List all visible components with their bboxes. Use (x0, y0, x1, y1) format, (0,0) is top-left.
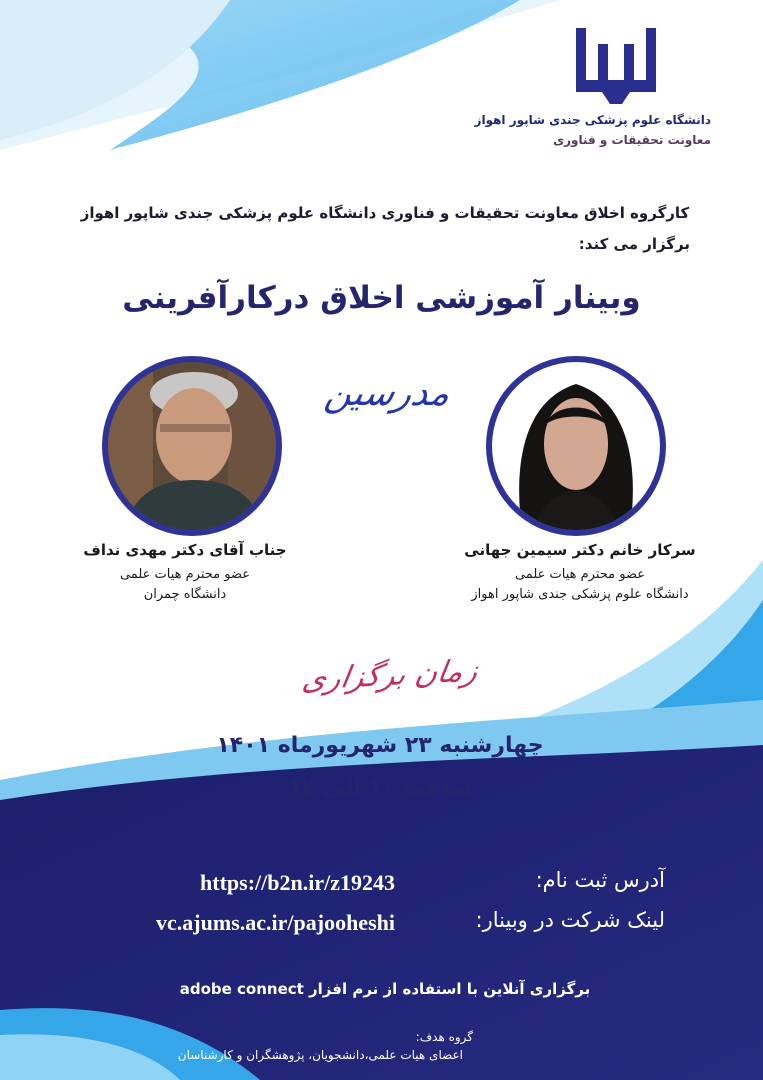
teachers-label: مدرسین (321, 373, 455, 414)
university-name (475, 110, 711, 150)
organizer-text (60, 198, 710, 260)
registration-link[interactable]: https://b2n.ir/z19243 (200, 870, 395, 895)
organizer-subline: برگزار می کند: (578, 235, 690, 253)
speaker-photo-left (102, 356, 282, 536)
speaker-affiliation: دانشگاه چمران (143, 587, 227, 602)
male-portrait-icon (108, 362, 276, 530)
speaker-card-left (40, 541, 330, 605)
speaker-role: عضو محترم هیات علمی (514, 567, 646, 582)
department-title: معاونت تحقیقات و فناوری (553, 133, 711, 147)
university-title: دانشگاه علوم پزشکی جندی شاپور اهواز (474, 113, 711, 127)
speaker-name: سرکار خانم دکتر سیمین جهانی (464, 541, 696, 559)
event-date: چهارشنبه ۲۳ شهریورماه ۱۴۰۱ (216, 733, 544, 758)
speaker-name: جناب آقای دکتر مهدی نداف (83, 541, 287, 559)
university-logo (570, 22, 662, 112)
registration-label: آدرس ثبت نام: (535, 868, 665, 892)
speaker-affiliation: دانشگاه علوم پزشکی جندی شاپور اهواز (471, 587, 689, 602)
webinar-link-label: لینک شرکت در وبینار: (475, 908, 665, 932)
target-group-label: گروه هدف: (415, 1030, 473, 1044)
organizer-line: کارگروه اخلاق معاونت تحقیقات و فناوری دانشگاه علوم پزشکی جندی شاپور اهواز (80, 204, 690, 222)
time-label: زمان برگزاری (299, 653, 481, 698)
speaker-role: عضو محترم هیات علمی (119, 567, 251, 582)
webinar-link[interactable]: vc.ajums.ac.ir/pajooheshi (156, 910, 395, 935)
target-group-list: اعضای هیات علمی،دانشجویان، پژوهشگران و کارشناسان (177, 1048, 463, 1062)
event-title: وبینار آموزشی اخلاق درکارآفرینی (122, 280, 641, 316)
speaker-card-right (430, 541, 730, 605)
speaker-photo-right (486, 356, 666, 536)
online-note: برگزاری آنلاین با استفاده از نرم افزار adobe connect (179, 980, 591, 998)
female-portrait-icon (492, 362, 660, 530)
event-hour: ساعت ۱۰ الی ۱۲ (288, 776, 472, 801)
